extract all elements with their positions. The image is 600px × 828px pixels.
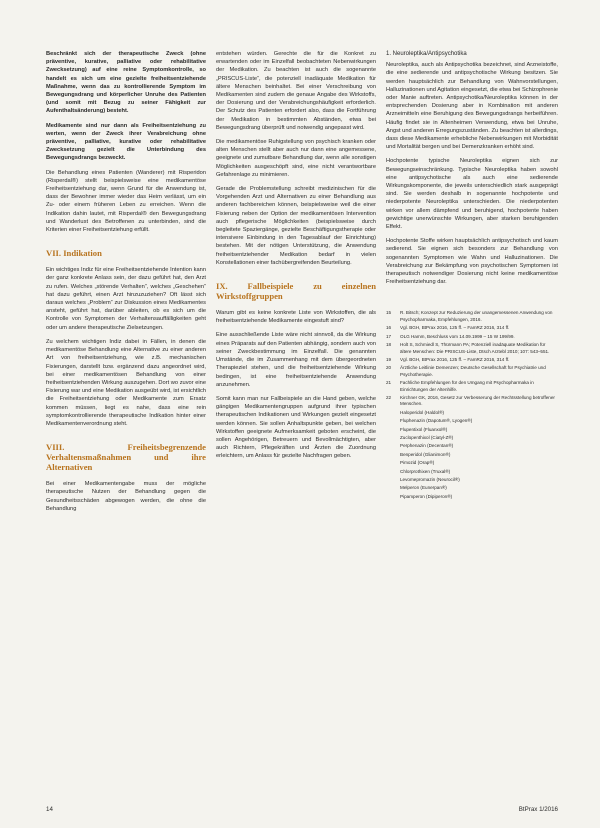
footnote-text: Vgl. BGH, BtPrax 2016, 125 ff. – FamRZ 2016, 314 ff. [400, 356, 510, 362]
paragraph: Hochpotente Stoffe wirken hauptsächlich antipsychotisch und kaum sedierend. Sie eignen sich besonders zur Behandlung von sogenannten Symptomen wie Wahn und Halluzinationen. Die Verabreichung zur Bekämpfung von psychotischen Symptomen ist therapeutisch notwendiger Dosierung nicht keine medikamentöse Freiheitsentziehung dar. [386, 238, 558, 286]
footnote-number: 15 [386, 310, 392, 316]
drug-list-item: Pimozid (Orap®) [400, 460, 435, 466]
drug-list-item: Levomepromazin (Neurocil®) [400, 477, 460, 483]
footnote-text: Holt S, Schmiedl S, Thürmann PA; Potenziell inadäquate Medikation für ältere Menschen: Die PRISCUS-Liste, Dtsch Arztebl 2010; 107: 543–551. [400, 342, 550, 354]
section-heading: IX. Fallbeispiele zu einzelnen Wirkstoffgruppen [216, 281, 376, 302]
footnote-number: 21 [386, 380, 392, 386]
paragraph: Somit kann man nur Fallbeispiele an die Hand geben, welche gängigen Medikamentengruppen aufgrund ihrer typischen therapeutischen Indikationen und Wirkungen gezielt eingesetzt werden können. Sie sollen Anhaltspunkte geben, bei welchen Wirkstoffen geeignete Aufmerksamkeit geboten erscheint, die sollen Angehörigen, Betreuern und Bevollmächtigten, aber auch Richtern, Pflegekräften und Ärzten die Zuordnung erleichtern, um Anlass für gezielte Nachfragen geben. [216, 395, 376, 460]
footnote-number: 19 [386, 356, 392, 362]
footnote [386, 334, 558, 340]
section-heading: VII. Indikation [46, 248, 102, 259]
column-left [46, 50, 206, 519]
drug-list-item: Benperidol (Glianimon®) [400, 451, 451, 457]
paragraph: Die Behandlung eines Patienten (Wanderer) mit Risperidon (Risperdal®) stellt beispielsweise eine medikamentöse Freiheitsentziehung dar, wenn Grund für die Anwendung ist, dass der Bewohner immer wieder das Heim verlässt, um ein Zu- oder einem früheren Leben zu erreichen. Wenn die Indikation dahin lautet, mit Risperdal® den Bewegungsdrang und Wanderlust des Betroffenen zu unterbinden, sind die Kriterien einer Freiheitsentziehung erfüllt. [46, 169, 206, 234]
section-heading: VIII. Freiheitsbegrenzende Verhaltensmaßnahmen und ihre Alternativen [46, 442, 206, 473]
paragraph: Bei einer Medikamentengabe muss der mögliche therapeutische Nutzen der Behandlung gegen die Gesundheitsschäden abgewogen werden, die ohne die Behandlung [46, 481, 206, 512]
footnote-text: Vgl. BGH, BtPrax 2016, 125 ff. – FamRZ 2016, 314 ff. [400, 325, 510, 331]
footnote [386, 395, 558, 408]
paragraph: entstehen würden. Gerechte die für die Konkret zu erwartenden oder im Einzelfall beobachteten Nebenwirkungen der Medikation. Zu beachten ist auch die sogenannte „PRISCUS-Liste“, die potenziell inadäquate Medikation für ältere Menschen beinhaltet. Bei einer Verschreibung von Medikamenten sind zudem die genaue Angabe des Wirkstoffs, der Dosierung und der Verabreichungshäufigkeit erforderlich. Der Schutz des Patienten erfordert also, dass die Fortführung der Medikation in bestimmten Abständen, etwa bei Bewegungsdrang überprüft und notwendig angepasst wird. [216, 51, 376, 131]
drug-list-item: Haloperidol (Haldol®) [400, 409, 444, 415]
footnote [386, 365, 558, 378]
footnote-text: R. Bitsch; Konzept zur Reduzierung der unangemessenen Anwendung von Psychopharmaka, Empfehlungen, 2016. [400, 310, 553, 322]
paragraph: Zu welchem wichtigen Indiz dabei in Fällen, in denen die medikamentöse Behandlung eine Alternative zu einer anderen Art von freiheitsentziehung, wie z.B. mechanischen Fixierungen, darstellt bzw. ergänzend dazu angeordnet wird, bei einer medikamentösen Behandlung von einer freiheitsentziehenden Wirkung auszugehen. Dort wo zuvor eine Fixierung war und eine Medikation ausgeübt wird, ist ersichtlich die Freiheitsentziehung oder Medikamente zum Ersatz kommen müssen, liegt es nahe, dass eine rein symptomkontrollierende therapeutische Indikation hinter einer Medikamentenverordnung steht. [46, 338, 206, 427]
footnote-number: 18 [386, 342, 392, 348]
drug-list-item: Melperon (Eunerpan®) [400, 485, 447, 491]
footnote-number: 16 [386, 325, 392, 331]
footnote-number: 22 [386, 394, 392, 400]
paragraph: Beschränkt sich der therapeutische Zweck (ohne präventive, kurative, palliative oder rehabilitative Zwecksetzung) auf eine reine Symptomkontrolle, so handelt es sich um eine gezielte freiheitsentziehende Maßnahme, wenn das zu kontrollierende Symptom im Bewegungsdrang und körperlicher Unruhe des Patienten (und somit mit Bezug zu seiner Fähigkeit zur Aufenthaltsänderung) besteht. [46, 51, 206, 115]
footnote-text: Fachliche Empfehlungen für den Umgang mit Psychopharmaka in Einrichtungen der Altenhilfe. [400, 380, 534, 392]
drug-list-item: Pipamperon (Dipiperon®) [400, 493, 453, 499]
footnote [386, 342, 558, 355]
paragraph: Eine ausschließende Liste wäre nicht sinnvoll, da die Wirkung eines Präparats auf den Patienten abhängig, sondern auch von seiner Zweckbestimmung im Einzelfall. Die genannten Umstände, die im Zusammenhang mit dem übergeordneten Therapieziel stehen, und die freiheitsentziehende Wirkung bedingen, ist eine freiheitsentziehende Anwendung anzunehmen. [216, 332, 376, 388]
drug-list-item: Flupentixol (Fluanxol®) [400, 426, 448, 432]
footnote [386, 325, 558, 331]
paragraph: Ein wichtiges Indiz für eine Freiheitsentziehende Intention kann der ganz konkrete Anlass sein, der dazu geführt hat, den Arzt zu rufen. Welches „störende Verhalten“, welches „Geschehen“ hat dazu geführt, einen Arzt hinzuzuziehen? Oft lässt sich daraus welches „Problem“ zur Diskussion eines Medikamentes ansteht, geführt hat, darüber ableiten, ob es sich um die Kontrolle von Symptomen der Verhaltensauffälligkeiten geht oder um andere therapeutische Zielsetzungen. [46, 267, 206, 331]
paragraph: Gerade die Problemstellung schreibt medizinischen für die Vorgehenden Arzt und Alternativen zu einer Behandlung aus anderen fachbereichen können, beispielsweise weil die einer Fixierung neben der Option der medikamentösen Intervention auch pflegerische Möglichkeiten (beispielsweise durch begleitete Spaziergänge, gezielte Beschäftigungstherapie oder intensivere Einbindung in den Tagesablauf der Einrichtung) bestehen. Mit der nötigen Unterstützung, die Anwendung freiheitsentziehender Medikation bedarf in vielen Konstellationen einer fachübergreifenden Beurteilung. [216, 186, 376, 266]
column-middle [216, 50, 376, 467]
drug-list-item: Perphenazin (Decentan®) [400, 443, 454, 449]
subsection-heading: 1. Neuroleptika/Antipsychotika [386, 51, 467, 57]
footnote-list [386, 310, 558, 500]
footnote-number: 20 [386, 365, 392, 371]
paragraph: Neuroleptika, auch als Antipsychotika bezeichnet, sind Arzneistoffe, die eine sedierende und antipsychotische Wirkung besitzen. Sie werden hauptsächlich zur Behandlung von Wahnvorstellungen, Halluzinationen und Agitation eingesetzt, die etwa bei Schizophrenie oder Manie auftreten. Antipsychotika/Neuroleptika können in der entsprechenden Dosierung aber in Kombination mit anderen Arzneimitteln eine Beruhigung des Bewegungsdrangs herbeiführen. Häufig findet sie in Altenheimen Verwendung, etwa bei Unruhe, Angst und anderen Erregungszuständen. Zu beachten ist allerdings, dass diese Medikamente erhebliche Nebenwirkungen mit Morbidität und Mortalität bergen und bei Demenzkranken erhöht sind. [386, 62, 559, 151]
footnote [386, 380, 558, 393]
paragraph: Medikamente sind nur dann als Freiheitsentziehung zu werten, wenn der Zweck ihrer Verabreichung ohne präventive, palliative, kurative oder rehabilitative Zwecksetzung gezielt die Unterbindung des Bewegungsdrangs bezweckt. [46, 122, 206, 162]
drug-list-item: Chlorprothixen (Truxal®) [400, 468, 451, 474]
footnote-text: OLG Hamm, Beschluss vom 14.09.1999 – 15 W 199/99. [400, 333, 515, 339]
paragraph: Die medikamentöse Ruhigstellung von psychisch kranken oder alten Menschen stellt aber auch nur dann eine angemessene, geeignete und zumutbare Behandlung dar, wenn alle sonstigen Möglichkeiten ausgeschöpft sind, eine nicht verantwortbare Gefahrenlage zu minimieren. [216, 139, 376, 178]
paragraph: Warum gibt es keine konkrete Liste von Wirkstoffen, die als freiheitsentziehende Medikamente eingestuft sind? [216, 310, 376, 325]
paragraph: Hochpotente typische Neuroleptika eignen sich zur Bewegungseinschränkung. Typische Neuroleptika haben sowohl eine antipsychotische als auch eine sedierende Wirkungskomponente, die jeweils unterschiedlich stark ausgeprägt sind. Sie werden deshalb in sogenannte hochpotente und niederpotente Neuroleptika unterschieden. Die niederpotenten wirken vor allem dämpfend und beruhigend, hochpotente haben gewichtige unerwünschte Wirkungen, aber starken beruhigenden Effekt. [386, 158, 558, 231]
column-right [386, 50, 558, 502]
footnote [386, 310, 558, 323]
journal-issue: BtPrax 1/2016 [518, 806, 558, 813]
footnote-text: Ärztliche Leitlinie Demenzen; Deutsche Gesellschaft für Psychiatrie und Psychotherapie. [400, 365, 546, 377]
drug-list-item: Fluphenazin (Dapotum®, Lyogen®) [400, 418, 473, 424]
footnote-text: Kirchner GK, 2016, Gesetz zur Verbesserung der Rechtsstellung betroffener Menschen. [400, 394, 555, 407]
page-number: 14 [46, 806, 53, 813]
footnote-number: 17 [386, 333, 392, 339]
footnote [386, 357, 558, 363]
drug-list-item: Zuclopenthixol (Ciatyl-Z®) [400, 434, 454, 440]
